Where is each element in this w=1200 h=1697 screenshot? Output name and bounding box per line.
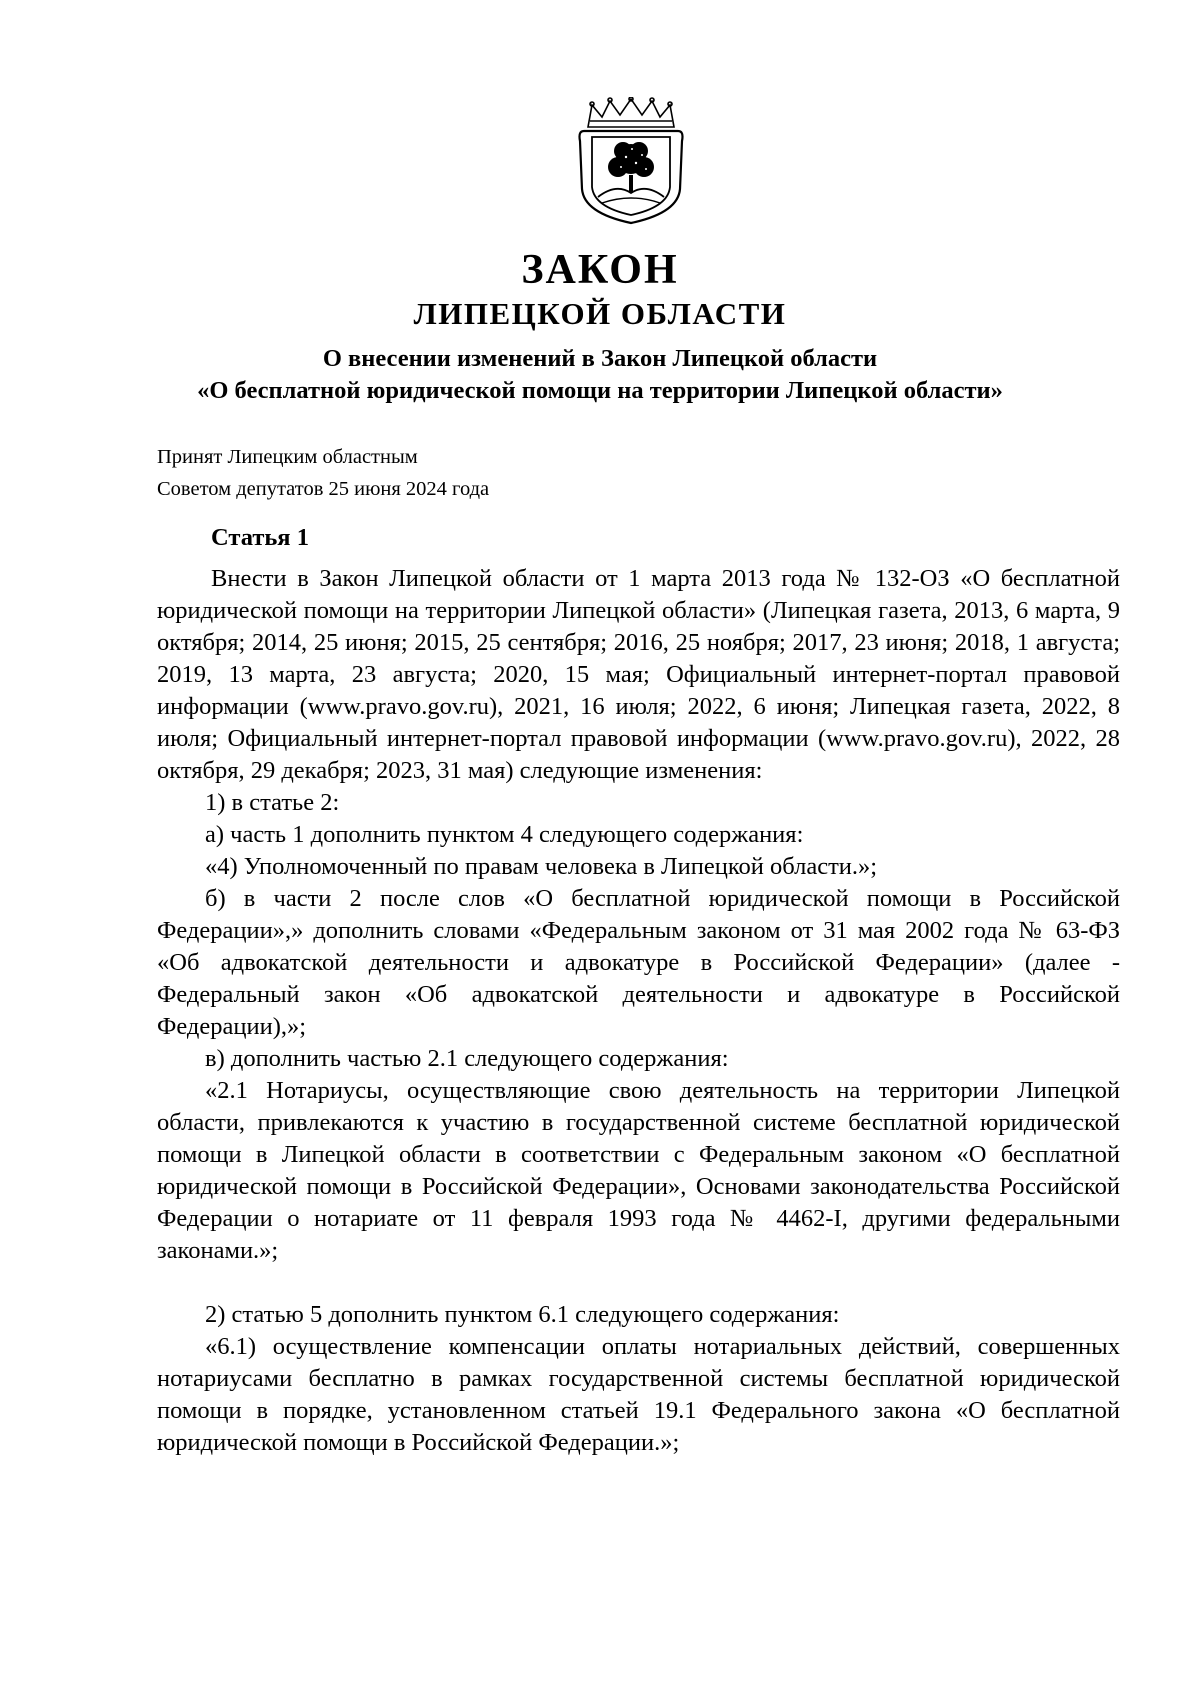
item-2-text: «6.1) осуществление компенсации оплаты нотариальных действий, совершенных нотариусами бесплатно в рамках государственной системы бесплатной юридической помощи в порядке, установленном статьей 19.1 Федерального закона «О бесплатной юридической помощи в Российской Федерации.»;: [157, 1333, 1120, 1456]
subject-line-2: «О бесплатной юридической помощи на территории Липецкой области»: [197, 377, 1003, 404]
adoption-line-2: Советом депутатов 25 июня 2024 года: [157, 478, 490, 500]
article-heading: Статья 1: [211, 524, 309, 551]
lipetsk-coat-of-arms-icon: [576, 97, 686, 225]
item-1a-text: «4) Уполномоченный по правам человека в Липецкой области.»;: [205, 853, 878, 880]
item-1: 1) в статье 2:: [205, 789, 340, 816]
article-body: [157, 522, 1120, 1459]
adoption-note: [157, 441, 657, 505]
item-1a: а) часть 1 дополнить пунктом 4 следующего содержания:: [205, 821, 804, 848]
item-2: 2) статью 5 дополнить пунктом 6.1 следующего содержания:: [205, 1301, 840, 1328]
law-region-title: ЛИПЕЦКОЙ ОБЛАСТИ: [413, 296, 787, 331]
law-title: ЗАКОН: [521, 247, 679, 293]
adoption-line-1: Принят Липецким областным: [157, 446, 418, 468]
item-1b: б) в части 2 после слов «О бесплатной юридической помощи в Российской Федерации»,» дополнить словами «Федеральным законом от 31 мая 2002 года № 63-ФЗ «Об адвокатской деятельности и адвокатуре в Российской Федерации» (далее - Федеральный закон «Об адвокатской деятельности и адвокатуре в Российской Федерации),»;: [157, 885, 1120, 1040]
law-subject: [150, 343, 1050, 407]
item-1c-text: «2.1 Нотариусы, осуществляющие свою деятельность на территории Липецкой области, привлекаются к участию в государственной системе бесплатной юридической помощи в Липецкой области в соответствии с Федеральным законом «О бесплатной юридической помощи в Российской Федерации», Основами законодательства Российской Федерации о нотариате от 11 февраля 1993 года № 4462-I, другими федеральными законами.»;: [157, 1077, 1120, 1264]
subject-line-1: О внесении изменений в Закон Липецкой области: [322, 345, 878, 372]
article-intro-paragraph: Внести в Закон Липецкой области от 1 марта 2013 года № 132-ОЗ «О бесплатной юридической помощи на территории Липецкой области» (Липецкая газета, 2013, 6 марта, 9 октября; 2014, 25 июня; 2015, 25 сентября; 2016, 25 ноября; 2017, 23 июня; 2018, 1 августа; 2019, 13 марта, 23 августа; 2020, 15 мая; Официальный интернет-портал правовой информации (www.pravo.gov.ru), 2021, 16 июля; 2022, 6 июня; Липецкая газета, 2022, 8 июля; Официальный интернет-портал правовой информации (www.pravo.gov.ru), 2022, 28 октября, 29 декабря; 2023, 31 мая) следующие изменения:: [157, 565, 1120, 784]
item-1c: в) дополнить частью 2.1 следующего содержания:: [205, 1045, 729, 1072]
